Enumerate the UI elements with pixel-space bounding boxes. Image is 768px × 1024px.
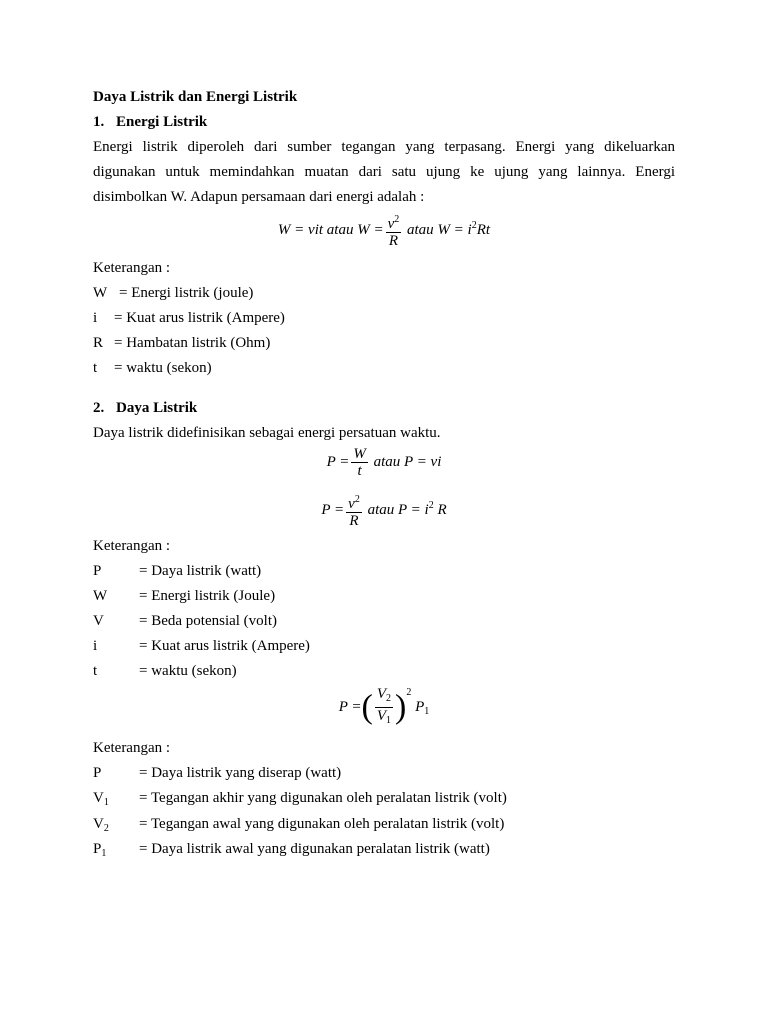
eq-or: atau	[367, 501, 395, 518]
legend-symbol: V	[93, 613, 104, 629]
frac-num-exp: 2	[394, 214, 400, 225]
eq-w-vit: W = vit	[277, 221, 324, 238]
legend-row	[93, 840, 490, 863]
legend-symbol-base: V	[93, 790, 104, 806]
fraction-v2-over-r	[386, 212, 402, 249]
legend-desc: = Kuat arus listrik (Ampere)	[114, 310, 285, 326]
frac-den: R	[349, 513, 359, 529]
legend-symbol-sub: 2	[103, 823, 109, 834]
section-2-number: 2.	[93, 400, 105, 416]
legend-symbol	[93, 815, 139, 838]
frac-num: W	[353, 446, 366, 462]
fraction-v2-over-v1	[375, 686, 393, 729]
eq-rt: Rt	[476, 221, 491, 238]
legend-desc: = Daya listrik yang diserap (watt)	[139, 765, 342, 781]
frac-num: v	[387, 216, 395, 232]
frac-num: V	[376, 686, 386, 702]
eq-w-lhs: W =	[357, 221, 384, 238]
legend-row	[93, 587, 275, 605]
document-title: Daya Listrik dan Energi Listrik	[93, 89, 298, 105]
eq-p1: P	[415, 698, 425, 715]
eq-p1-sub: 1	[424, 705, 430, 717]
eq-or: atau	[407, 221, 434, 238]
legend-symbol	[93, 840, 139, 863]
fraction-v2-over-r	[346, 492, 362, 529]
section-1-heading	[93, 113, 207, 131]
section-2-title: Daya Listrik	[116, 400, 198, 416]
legend-symbol: i	[93, 310, 98, 326]
legend-symbol: W	[93, 285, 108, 301]
frac-num: v	[348, 496, 355, 512]
legend-desc: = Energi listrik (joule)	[119, 285, 254, 301]
legend-symbol: i	[93, 638, 98, 654]
legend-desc: = Tegangan awal yang digunakan oleh peralatan listrik (volt)	[139, 816, 505, 832]
section-1-number: 1.	[93, 114, 105, 130]
legend-desc: = waktu (sekon)	[114, 360, 212, 376]
section-1-para-line-2: digunakan untuk memindahkan muatan dari satu ujung ke ujung yang lainnya. Energi	[93, 164, 675, 180]
legend-row	[93, 334, 270, 352]
legend-desc: = Daya listrik awal yang digunakan peralatan listrik (watt)	[139, 841, 490, 857]
power-ratio-equation	[93, 686, 675, 729]
section-1-title: Energi Listrik	[116, 114, 208, 130]
eq-or: atau	[326, 221, 354, 238]
legend-symbol	[93, 764, 139, 787]
frac-den: R	[388, 233, 399, 249]
legend-desc: = Kuat arus listrik (Ampere)	[139, 638, 310, 654]
eq-p-lhs: P =	[321, 501, 345, 518]
legend-row	[93, 359, 212, 377]
legend-row	[93, 637, 310, 655]
power-equation-1	[93, 446, 675, 479]
frac-num-sub: 2	[386, 693, 391, 704]
legend-row	[93, 789, 507, 812]
legend-desc: = Beda potensial (volt)	[139, 613, 278, 629]
frac-den: t	[357, 463, 362, 479]
fraction-w-over-t	[351, 446, 368, 479]
frac-den-sub: 1	[386, 715, 391, 726]
legend-symbol: P	[93, 563, 102, 579]
eq-p-lhs: P =	[326, 453, 350, 470]
keterangan-label-2: Keterangan :	[93, 538, 171, 554]
eq-p-vi: P = vi	[404, 453, 442, 470]
legend-row	[93, 284, 253, 302]
frac-den: V	[376, 708, 386, 724]
section-1-para-line-3: disimbolkan W. Adapun persamaan dari energi adalah :	[93, 189, 425, 205]
energy-equation	[93, 212, 675, 249]
legend-symbol: R	[93, 335, 104, 351]
keterangan-label-1: Keterangan :	[93, 260, 171, 276]
frac-num-exp: 2	[354, 494, 360, 505]
legend-symbol	[93, 789, 139, 812]
legend-symbol-base: P	[93, 841, 102, 857]
eq-i-exp: 2	[428, 499, 434, 511]
power-equation-2	[93, 492, 675, 529]
eq-w-i: W = i	[437, 221, 472, 238]
left-paren: (	[361, 688, 373, 726]
legend-desc: = Tegangan akhir yang digunakan oleh peralatan listrik (volt)	[139, 790, 507, 806]
legend-row	[93, 662, 237, 680]
legend-row	[93, 562, 261, 580]
legend-desc: = Daya listrik (watt)	[139, 563, 262, 579]
eq-p-lhs: P =	[338, 698, 362, 715]
legend-desc: = waktu (sekon)	[139, 663, 237, 679]
legend-symbol-base: P	[93, 765, 102, 781]
legend-desc: = Hambatan listrik (Ohm)	[114, 335, 271, 351]
legend-desc: = Energi listrik (Joule)	[139, 588, 276, 604]
legend-symbol: t	[93, 360, 98, 376]
legend-row	[93, 309, 285, 327]
section-1-para-line-1: Energi listrik diperoleh dari sumber tegangan yang terpasang. Energi yang dikeluarkan	[93, 139, 675, 155]
legend-symbol-sub: 1	[101, 848, 107, 859]
paren-exp: 2	[406, 686, 412, 698]
section-2-para: Daya listrik didefinisikan sebagai energi persatuan waktu.	[93, 425, 441, 441]
eq-p-i: P = i	[398, 501, 429, 518]
legend-symbol-base: V	[93, 816, 104, 832]
keterangan-label-3: Keterangan :	[93, 740, 171, 756]
eq-i-exp: 2	[471, 219, 477, 231]
legend-row	[93, 815, 504, 838]
right-paren: )	[395, 688, 407, 726]
eq-r: R	[437, 501, 447, 518]
section-2-heading	[93, 399, 197, 417]
legend-symbol-sub: 1	[103, 797, 109, 808]
eq-or: atau	[373, 453, 401, 470]
legend-row	[93, 612, 277, 630]
legend-row	[93, 764, 341, 787]
legend-symbol: t	[93, 663, 98, 679]
legend-symbol: W	[93, 588, 108, 604]
